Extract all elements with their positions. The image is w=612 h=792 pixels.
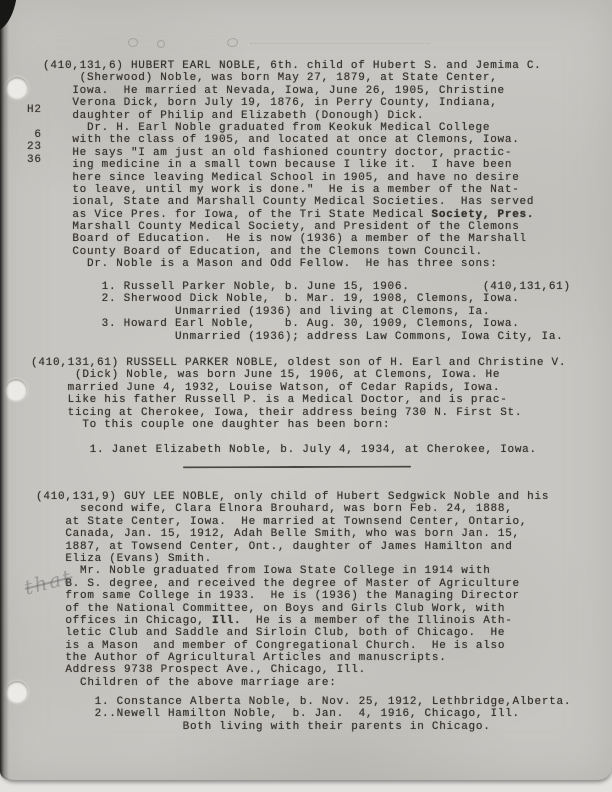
typed-line: 23 [27,141,42,154]
typed-line: letic Club and Saddle and Sirloin Club, both of Chicago. He [36,627,506,640]
typed-line: (410,131,61) RUSSELL PARKER NOBLE, oldest son of H. Earl and Christine V. [31,357,567,369]
typed-line: To this couple one daughter has been born: [31,418,391,431]
typed-line: to leave, until my work is done." He is a member of the Nat- [43,183,520,196]
punch-hole [6,681,28,703]
typed-line: of the National Committee, on Boys and Girls Club Work, with [36,602,506,615]
section-guy-lee-noble [36,491,549,689]
typed-line: (410,131,6) HUBERT EARL NOBLE, 6th. child of Hubert S. and Jemima C. [43,60,542,72]
typed-line: He says "I am just an old fashioned country doctor, practic- [43,146,513,159]
typed-line: 1. Russell Parker Noble, b. June 15, 1906. (410,131,61) [43,281,571,293]
typed-line: here since leaving Medical School in 1905, and have no desire [43,171,520,184]
typed-line: from same College in 1933. He is (1936) the Managing Director [36,590,520,603]
typed-line: Eliza (Evans) Smith. [36,552,212,565]
typed-line: 2..Newell Hamilton Noble, b. Jan. 4, 1916, Chicago, Ill. [36,708,520,721]
typed-line: Board of Education. He is now (1936) a member of the Marshall [43,233,527,246]
pencil-dash-mark [250,43,430,44]
typed-line: 6 [27,128,42,141]
pencil-circle-mark [157,40,165,48]
typed-line: at State Center, Iowa. He married at Townsend Center, Ontario, [36,515,528,528]
typed-line: with the class of 1905, and located at once at Clemons, Iowa. [43,134,520,147]
punch-hole [5,379,27,401]
typed-line: Iowa. He married at Nevada, Iowa, June 26, 1905, Christine [43,84,505,97]
typed-line: 2. Sherwood Dick Noble, b. Mar. 19, 1908, Clemons, Iowa. [43,293,520,306]
typed-line [27,116,42,128]
typed-line: ticing at Cherokee, Iowa, their address being 730 N. First St. [31,406,523,419]
typed-line: Children of the above marriage are: [36,676,337,689]
typed-line: ional, State and Marshall County Medical Societies. Has served [43,196,535,209]
typed-line: H2 [27,104,42,116]
typed-line: Verona Dick, born July 19, 1876, in Perry County, Indiana, [43,97,498,110]
typed-line: Dr. H. Earl Noble graduated from Keokuk Medical College [43,121,491,134]
typed-line [31,431,566,443]
typed-line: 3. Howard Earl Noble, b. Aug. 30, 1909, Clemons, Iowa. [43,318,520,331]
typed-line: (410,131,9) GUY LEE NOBLE, only child of Hubert Sedgwick Noble and his [36,491,550,503]
typed-line: Canada, Jan. 15, 1912, Adah Belle Smith, who was born Jan. 15, [36,528,520,541]
typed-line: Dr. Noble is a Mason and Odd Fellow. He has three sons: [43,258,498,271]
typed-line: is a Mason and member of Congregational Church. He is also [36,639,506,652]
typed-line: 1. Janet Elizabeth Noble, b. July 4, 1934, at Cherokee, Iowa. [31,443,537,456]
typed-line: second wife, Clara Elnora Brouhard, was born Feb. 24, 1888, [36,503,513,516]
typed-line: Both living with their parents in Chicago. [36,720,491,733]
pencil-annotation: that [21,564,76,600]
margin-notes [27,104,42,166]
list-hubert-sons [43,281,571,343]
typed-line: 1887, at Towsend Center, Ont., daughter of James Hamilton and [36,540,513,553]
typed-line: as Vice Pres. for Iowa, of the Tri State Medical Society, Pres. [43,208,535,221]
typed-line: (Dick) Noble, was born June 15, 1906, at Clemons, Iowa. He [31,369,501,382]
typed-line: Mr. Noble graduated from Iowa State College in 1914 with [36,565,491,578]
typed-line: (Sherwood) Noble, was born May 27, 1879, at State Center, [43,72,498,85]
typed-line: B. S. degree, and received the degree of Master of Agriculture [36,577,520,590]
typed-line: Address 9738 Prospect Ave., Chicago, Ill. [36,664,366,677]
typed-line: Unmarried (1936); address Law Commons, Iowa City, Ia. [43,330,564,343]
typed-line: 1. Constance Alberta Noble, b. Nov. 25, 1912, Lethbridge,Alberta. [36,696,572,708]
pencil-circle-mark [128,38,138,47]
list-guy-children [36,696,571,733]
punch-hole [6,77,28,99]
typed-line: Unmarried (1936) and living at Clemons, Ia. [43,305,491,318]
pencil-circle-mark [226,37,238,48]
typed-line: Marshall County Medical Society, and President of the Clemons [43,221,520,234]
typed-line: ing medicine in a small town because I like it. I have been [43,159,513,172]
typed-line: 36 [27,153,42,166]
typed-line: County Board of Education, and the Clemons town Council. [43,245,483,258]
typed-line: daughter of Philip and Elizabeth (Donough) Dick. [43,109,425,122]
section-hubert-earl-noble [43,60,542,271]
typed-line: offices in Chicago, Ill. He is a member of the Illinois Ath- [36,614,513,627]
section-divider-rule [183,466,411,469]
typed-line: Like his father Russell P. is a Medical Doctor, and is prac- [31,394,508,407]
page-corner-curl [0,0,17,34]
typed-line: the Author of Agricultural Articles and manuscripts. [36,652,447,665]
section-russell-parker-noble [31,357,566,456]
typed-line: married June 4, 1932, Louise Watson, of Cedar Rapids, Iowa. [31,381,501,394]
